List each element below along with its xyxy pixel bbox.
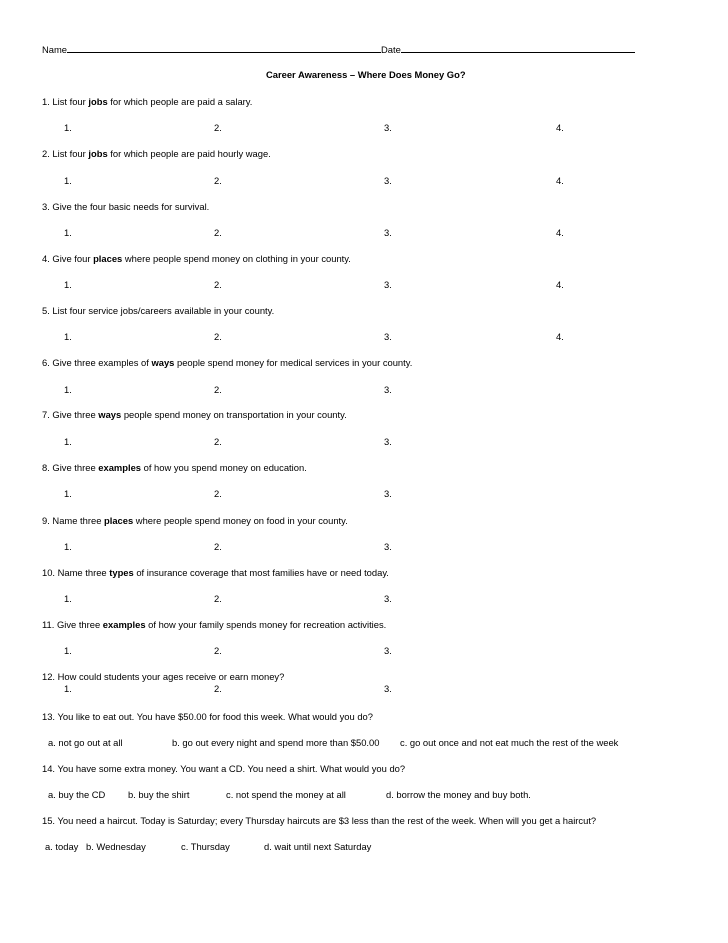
answer-8-3[interactable]: 3. [384,488,392,499]
answer-11-1[interactable]: 1. [64,645,72,656]
question-8: 8. Give three examples of how you spend money on education. [42,462,307,473]
answer-8-1[interactable]: 1. [64,488,72,499]
answer-5-3[interactable]: 3. [384,331,392,342]
question-7: 7. Give three ways people spend money on transportation in your county. [42,409,347,420]
option-13-a[interactable]: a. not go out at all [48,737,123,748]
option-15-d[interactable]: d. wait until next Saturday [264,841,372,852]
date-field[interactable] [401,42,635,53]
option-13-c[interactable]: c. go out once and not eat much the rest of the week [400,737,619,748]
question-6: 6. Give three examples of ways people spend money for medical services in your county. [42,357,413,368]
answer-9-1[interactable]: 1. [64,541,72,552]
answer-5-1[interactable]: 1. [64,331,72,342]
answer-12-3[interactable]: 3. [384,683,392,694]
answer-10-3[interactable]: 3. [384,593,392,604]
answer-2-4[interactable]: 4. [556,175,564,186]
answer-6-2[interactable]: 2. [214,384,222,395]
answer-7-1[interactable]: 1. [64,436,72,447]
answer-1-4[interactable]: 4. [556,122,564,133]
answer-9-2[interactable]: 2. [214,541,222,552]
answer-6-3[interactable]: 3. [384,384,392,395]
question-12: 12. How could students your ages receive or earn money? [42,671,285,682]
answer-5-4[interactable]: 4. [556,331,564,342]
answer-12-1[interactable]: 1. [64,683,72,694]
answer-7-3[interactable]: 3. [384,436,392,447]
question-15: 15. You need a haircut. Today is Saturday; every Thursday haircuts are $3 less than the rest of the week. When will you get a haircut? [42,815,597,826]
answer-12-2[interactable]: 2. [214,683,222,694]
answer-8-2[interactable]: 2. [214,488,222,499]
answer-11-2[interactable]: 2. [214,645,222,656]
option-14-b[interactable]: b. buy the shirt [128,789,190,800]
answer-3-4[interactable]: 4. [556,227,564,238]
answer-5-2[interactable]: 2. [214,331,222,342]
question-11: 11. Give three examples of how your family spends money for recreation activities. [42,619,387,630]
answer-1-2[interactable]: 2. [214,122,222,133]
answer-7-2[interactable]: 2. [214,436,222,447]
answer-10-1[interactable]: 1. [64,593,72,604]
answer-1-1[interactable]: 1. [64,122,72,133]
question-9: 9. Name three places where people spend money on food in your county. [42,515,348,526]
option-13-b[interactable]: b. go out every night and spend more than $50.00 [172,737,380,748]
answer-3-2[interactable]: 2. [214,227,222,238]
answer-4-3[interactable]: 3. [384,279,392,290]
answer-3-1[interactable]: 1. [64,227,72,238]
answer-2-2[interactable]: 2. [214,175,222,186]
question-3: 3. Give the four basic needs for survival. [42,201,210,212]
question-14: 14. You have some extra money. You want a CD. You need a shirt. What would you do? [42,763,406,774]
question-13: 13. You like to eat out. You have $50.00 for food this week. What would you do? [42,711,373,722]
question-1: 1. List four jobs for which people are paid a salary. [42,96,253,107]
option-14-c[interactable]: c. not spend the money at all [226,789,346,800]
question-2: 2. List four jobs for which people are paid hourly wage. [42,148,271,159]
question-5: 5. List four service jobs/careers available in your county. [42,305,275,316]
answer-6-1[interactable]: 1. [64,384,72,395]
answer-2-1[interactable]: 1. [64,175,72,186]
answer-2-3[interactable]: 3. [384,175,392,186]
option-14-d[interactable]: d. borrow the money and buy both. [386,789,531,800]
answer-4-2[interactable]: 2. [214,279,222,290]
name-date-row [42,42,635,56]
answer-11-3[interactable]: 3. [384,645,392,656]
name-field[interactable] [67,42,381,53]
date-label: Date [381,44,401,55]
option-15-b[interactable]: b. Wednesday [86,841,146,852]
answer-4-4[interactable]: 4. [556,279,564,290]
answer-10-2[interactable]: 2. [214,593,222,604]
option-15-c[interactable]: c. Thursday [181,841,230,852]
name-label: Name [42,44,68,55]
answer-9-3[interactable]: 3. [384,541,392,552]
option-14-a[interactable]: a. buy the CD [48,789,106,800]
answer-3-3[interactable]: 3. [384,227,392,238]
page-title: Career Awareness – Where Does Money Go? [266,69,466,80]
answer-4-1[interactable]: 1. [64,279,72,290]
question-10: 10. Name three types of insurance coverage that most families have or need today. [42,567,389,578]
question-4: 4. Give four places where people spend money on clothing in your county. [42,253,351,264]
option-15-a[interactable]: a. today [45,841,79,852]
answer-1-3[interactable]: 3. [384,122,392,133]
